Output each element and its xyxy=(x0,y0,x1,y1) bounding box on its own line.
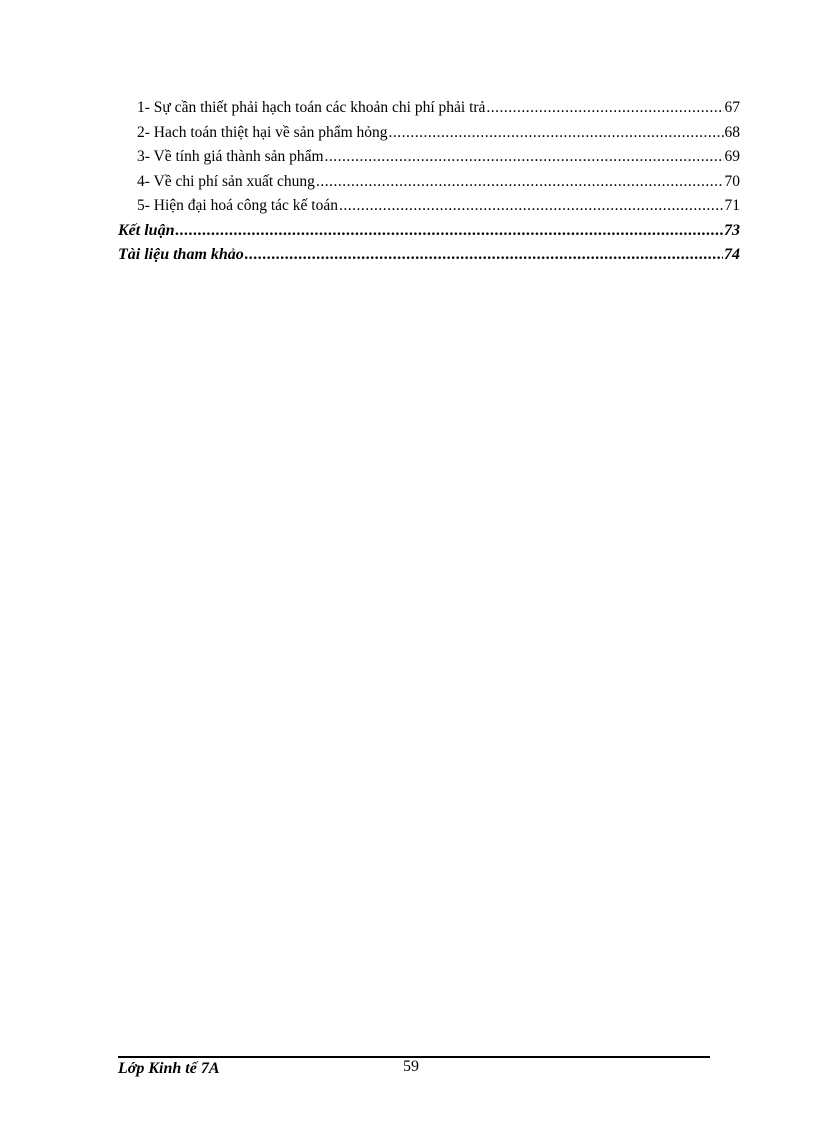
toc-entry-page: 70 xyxy=(724,172,740,190)
toc-entry-conclusion[interactable] xyxy=(118,219,740,244)
toc-dot-leader xyxy=(325,145,724,170)
toc-entry[interactable] xyxy=(118,194,740,219)
toc-entry[interactable] xyxy=(118,170,740,195)
toc-entry-page: 71 xyxy=(724,197,740,214)
toc-dot-leader xyxy=(175,219,723,244)
toc-dot-leader xyxy=(245,243,723,268)
toc-entry-title: Tài liệu tham khảo xyxy=(118,246,244,263)
toc-entry-title: 1- Sự cần thiết phải hạch toán các khoản chi phí phải trả xyxy=(137,99,486,116)
toc-dot-leader xyxy=(389,121,724,146)
toc-entry-page: 67 xyxy=(724,99,740,116)
toc-entry-title: 4- Về chi phí sản xuất chung xyxy=(137,172,315,190)
footer-class-label: Lớp Kinh tế 7A xyxy=(118,1060,220,1077)
footer-page-number: 59 xyxy=(403,1058,419,1075)
toc-entry-title: 3- Về tính giá thành sản phẩm xyxy=(137,148,324,165)
toc-dot-leader xyxy=(316,170,724,195)
toc-dot-leader xyxy=(486,96,723,121)
toc-entry[interactable] xyxy=(118,145,740,170)
toc-entry-title: 2- Hach toán thiệt hại về sản phẩm hỏng xyxy=(137,123,388,141)
toc-entry-page: 69 xyxy=(724,148,740,165)
toc-dot-leader xyxy=(339,194,724,219)
toc-entry[interactable] xyxy=(118,96,740,121)
toc-entry[interactable] xyxy=(118,121,740,146)
toc-entry-references[interactable] xyxy=(118,243,740,268)
toc-entry-page: 74 xyxy=(724,246,740,263)
toc-entry-title: Kết luận xyxy=(118,221,175,239)
table-of-contents xyxy=(118,96,740,268)
toc-entry-page: 73 xyxy=(724,221,740,239)
toc-entry-title: 5- Hiện đại hoá công tác kế toán xyxy=(137,197,338,214)
toc-entry-page: 68 xyxy=(724,123,740,141)
